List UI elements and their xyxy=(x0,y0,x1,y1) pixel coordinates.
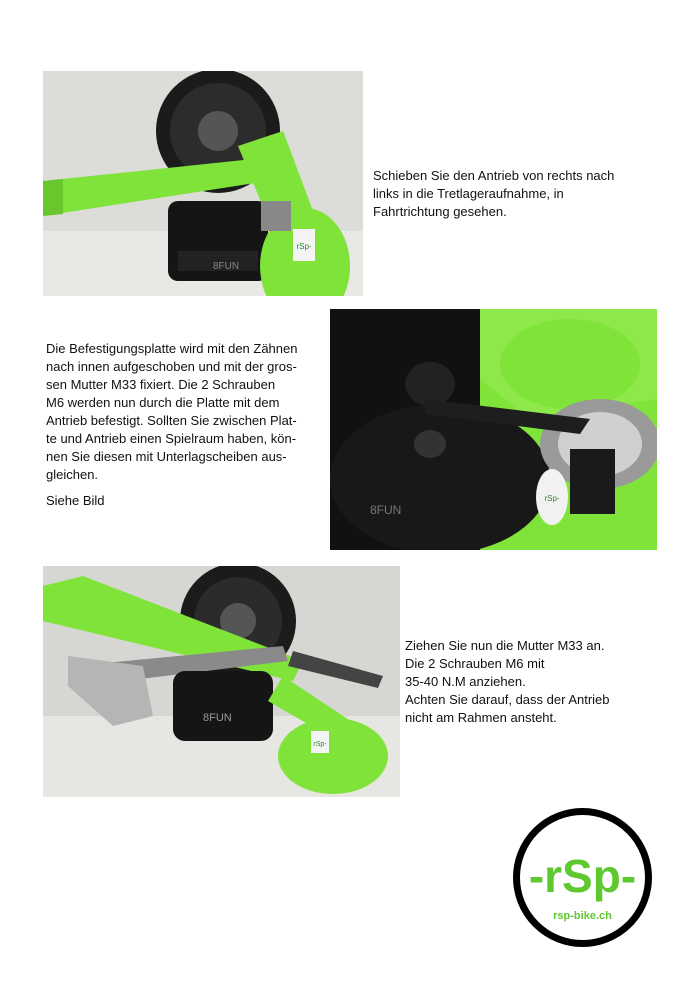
motor-label: 8FUN xyxy=(213,261,240,272)
step-2-line: sen Mutter M33 fixiert. Die 2 Schrauben xyxy=(46,377,276,392)
step-2-line: nen Sie diesen mit Unterlagscheiben aus- xyxy=(46,449,287,464)
step-2-note: Siehe Bild xyxy=(46,493,105,508)
step-1-line: Schieben Sie den Antrieb von rechts nach xyxy=(373,168,615,183)
logo-url-text: rsp-bike.ch xyxy=(553,910,612,922)
step-2-text xyxy=(46,340,326,510)
step-3-line: Die 2 Schrauben M6 mit xyxy=(405,656,545,671)
step-3-line: Ziehen Sie nun die Mutter M33 an. xyxy=(405,638,605,653)
step-1-line: links in die Tretlageraufnahme, in xyxy=(373,186,564,201)
step-2-line: nach innen aufgeschoben und mit der gros- xyxy=(46,359,297,374)
photo-tightening-image xyxy=(43,566,400,797)
motor-label-3: 8FUN xyxy=(203,712,232,724)
photo-mounting-plate xyxy=(330,309,657,550)
step-2-line: Antrieb befestigt. Sollten Sie zwischen Plat- xyxy=(46,413,297,428)
photo-tightening xyxy=(43,566,400,797)
step-2-line: gleichen. xyxy=(46,467,99,482)
logo-main-text: -rSp- xyxy=(528,850,637,902)
photo-drive-insertion xyxy=(43,71,363,296)
step-1-text xyxy=(373,167,653,221)
step-3-line: Achten Sie darauf, dass der Antrieb xyxy=(405,692,610,707)
rsp-logo-mark xyxy=(510,805,655,950)
step-1-line: Fahrtrichtung gesehen. xyxy=(373,204,507,219)
sticker-label-2: rSp- xyxy=(544,494,560,503)
sticker-label: rSp- xyxy=(296,242,312,251)
step-3-line: nicht am Rahmen ansteht. xyxy=(405,710,557,725)
step-3-text xyxy=(405,637,665,727)
step-2-line: Die Befestigungsplatte wird mit den Zähnen xyxy=(46,341,298,356)
step-2-line: te und Antrieb einen Spielraum haben, kön- xyxy=(46,431,297,446)
step-3-line: 35-40 N.M anziehen. xyxy=(405,674,526,689)
sticker-label-3: rSp- xyxy=(313,741,327,748)
step-2-line: M6 werden nun durch die Platte mit dem xyxy=(46,395,280,410)
photo-mounting-plate-image xyxy=(330,309,657,550)
photo-drive-insertion-image xyxy=(43,71,363,296)
rsp-logo xyxy=(510,805,655,950)
motor-label-2: 8FUN xyxy=(370,503,402,517)
